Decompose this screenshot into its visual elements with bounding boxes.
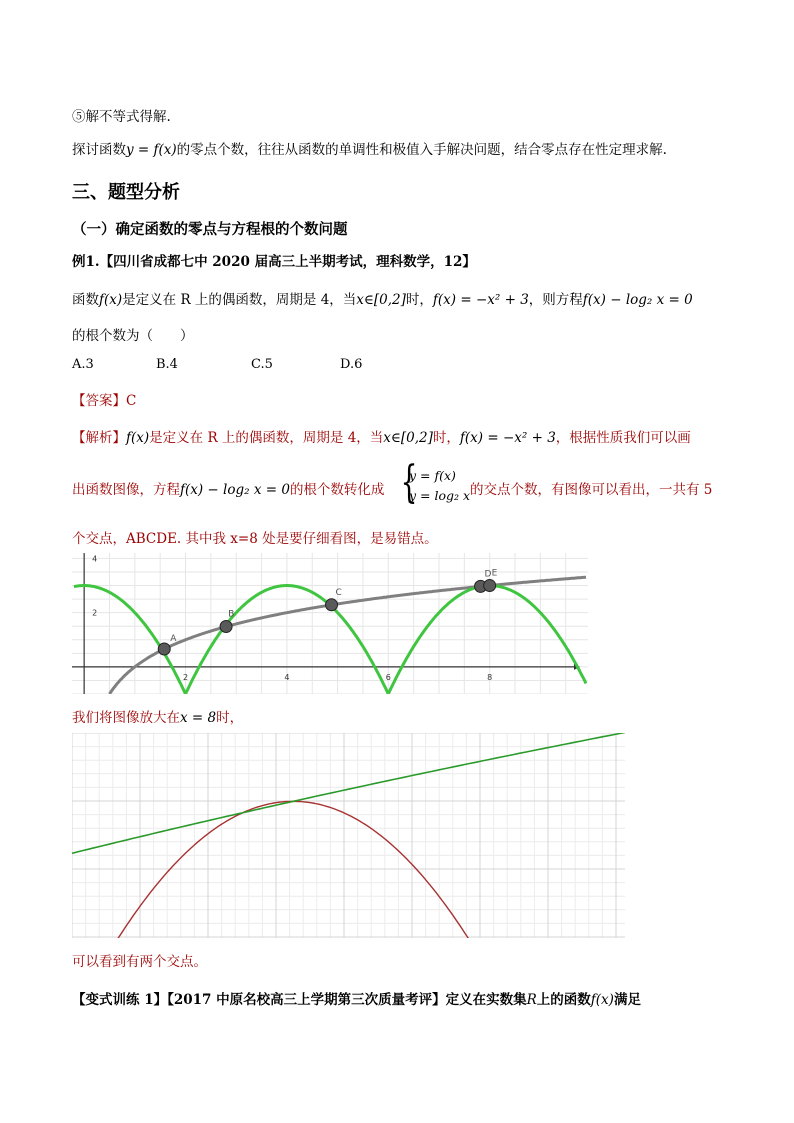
point-label: B [228,609,235,620]
option-d: D.6 [340,357,363,372]
explore-text-b: 的零点个数，往往从函数的单调性和极值入手解决问题，结合零点存在性定理求解. [176,142,667,158]
left-brace: { [400,457,418,508]
explore-line [72,138,667,158]
analysis-line-1 [72,426,691,446]
intersection-point-e [484,580,496,592]
x-tick-label: 2 [182,672,189,682]
z-math: x = 8 [180,710,217,726]
example-source: 【四川省成都七中 2020 届高三上半期考试，理科数学，12】 [99,254,476,270]
a-math: x∈[0,2] [383,430,433,446]
q-text: ，则方程 [528,292,583,308]
example-label: 例1. [72,254,100,270]
point-label: C [335,587,342,598]
variant-line [72,988,641,1008]
y-tick-label: 2 [92,608,98,618]
explore-math: y = f(x) [126,142,177,158]
q-math: f(x) [99,292,123,308]
option-b: B.4 [156,357,178,372]
intersection-point-b [220,620,232,632]
zoom-line [72,706,243,726]
a-text: 时， [432,430,460,446]
a-text: 【解析】 [72,430,126,446]
v-text: 【变式训练 1】【2017 中原名校高三上学期第三次质量考评】定义在实数集 [72,992,527,1008]
log2-curve [110,577,587,694]
example-header [72,250,476,270]
option-a: A.3 [72,357,94,372]
option-c: C.5 [251,357,273,372]
analysis-line-3: 个交点，ABCDE. 其中我 x=8 处是要仔细看图，是易错点。 [72,531,438,547]
a-text: 是定义在 R 上的偶函数，周期是 4，当 [149,430,384,446]
analysis-line-2-right: 的交点个数，有图像可以看出，一共有 5 [470,482,713,498]
x-tick-label: 4 [284,672,290,682]
step5-line: ⑤解不等式得解. [72,109,171,125]
system-row-2: y = log₂ x [409,488,471,503]
intersection-point-a [158,643,170,655]
point-label: D [484,569,492,580]
answer-line: 【答案】C [72,393,137,409]
section-subtitle: （一）确定函数的零点与方程根的个数问题 [72,222,348,238]
explore-text-a: 探讨函数 [72,142,126,158]
system-row-1: y = f(x) [409,468,456,483]
x-tick-label: 8 [487,672,493,682]
q-text: 函数 [72,292,99,308]
q-math: x∈[0,2] [356,292,406,308]
z-text: 我们将图像放大在 [72,710,180,726]
q-text: 时， [405,292,433,308]
a-math: f(x) [126,430,150,446]
q-math: f(x) − log₂ x = 0 [582,292,693,308]
a-text: 的根个数转化成 [289,482,385,498]
point-label: E [491,568,498,579]
v-math: f(x) [590,992,614,1008]
v-text: 满足 [613,992,641,1008]
y-tick-label: 4 [92,554,98,564]
conclusion-line: 可以看到有两个交点。 [72,954,207,970]
question-line-2: 的根个数为（ ） [72,328,194,344]
a-math: f(x) = −x² + 3 [459,430,556,446]
point-label: A [170,633,177,644]
question-line-1 [72,288,693,308]
zoom-graph [72,733,625,938]
q-text: 是定义在 R 上的偶函数，周期是 4，当 [122,292,357,308]
a-text: 出函数图像，方程 [72,482,180,498]
v-text: 上的函数 [536,992,591,1008]
z-text: 时， [216,710,244,726]
v-math: R [526,992,537,1008]
analysis-line-2-left [72,478,384,498]
zoom-background [72,733,625,938]
q-math: f(x) = −x² + 3 [432,292,529,308]
section-title: 三、题型分析 [72,182,180,203]
a-text: ，根据性质我们可以画 [555,430,691,446]
a-math: f(x) − log₂ x = 0 [180,482,290,498]
function-graph [72,553,588,694]
x-tick-label: 6 [385,672,391,682]
intersection-point-c [326,599,338,611]
